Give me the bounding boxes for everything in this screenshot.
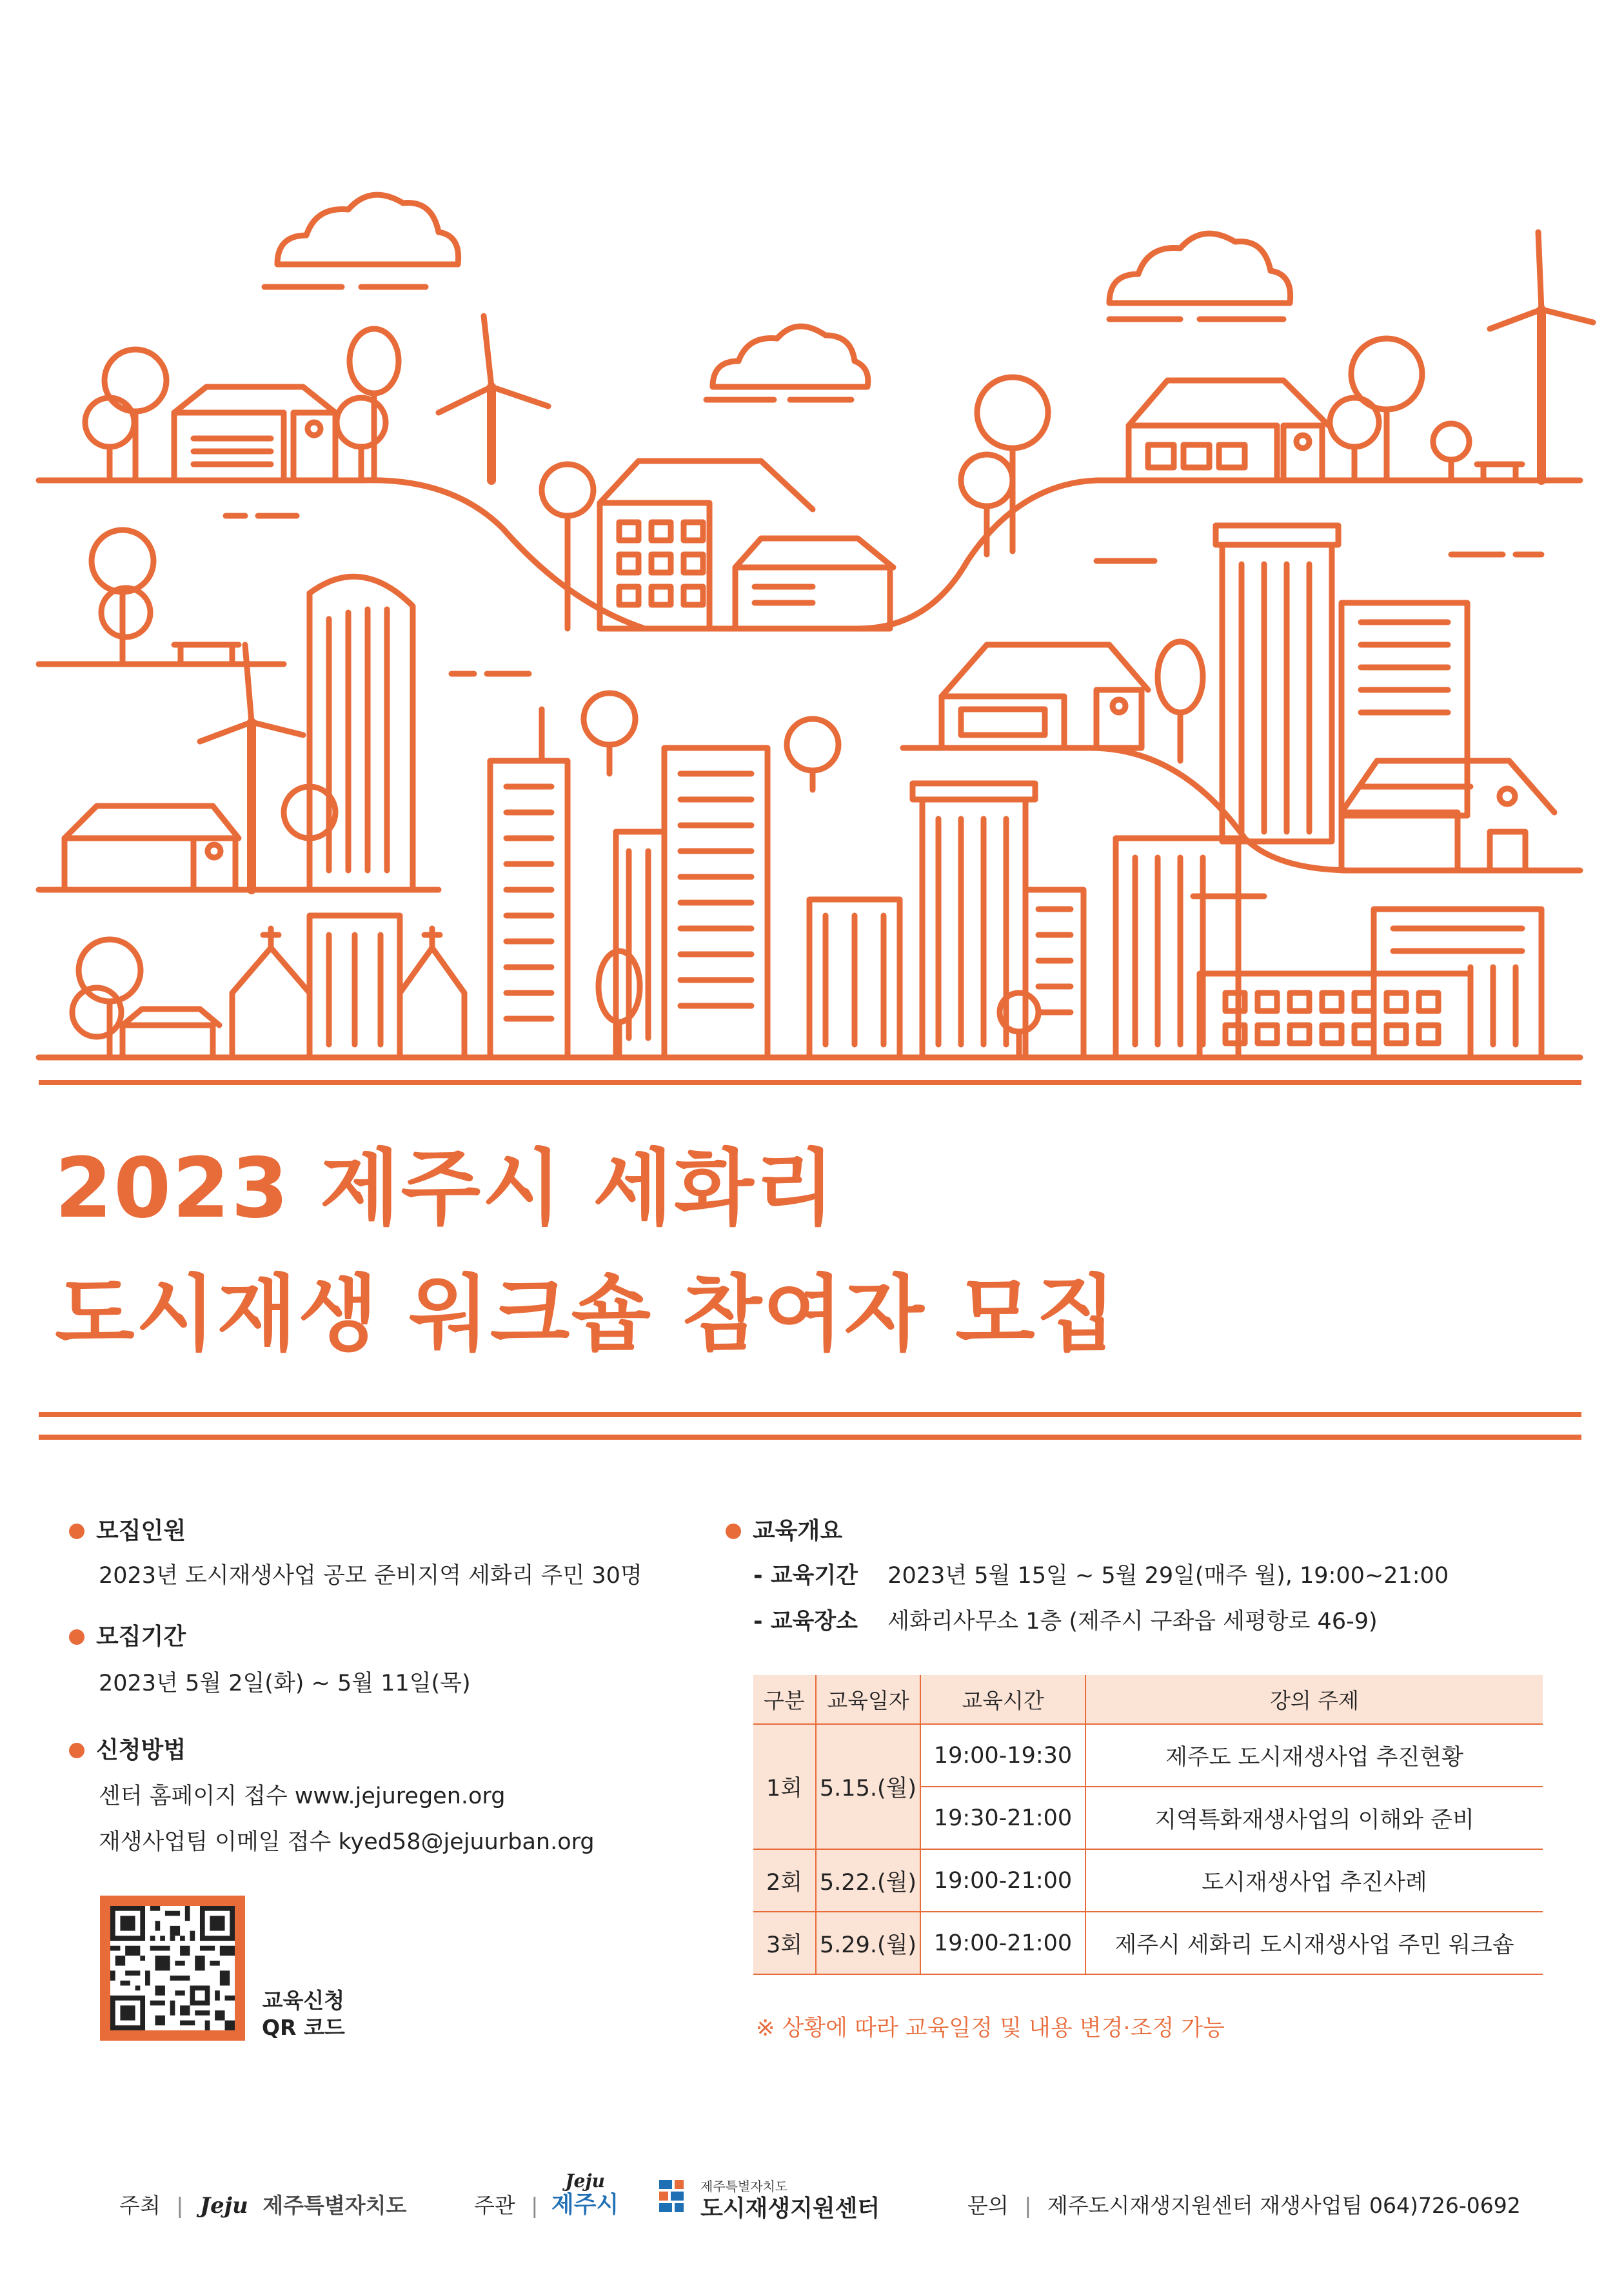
qr-label-line1: 교육신청: [262, 1988, 345, 2013]
row-topic: 도시재생사업 추진사례: [1085, 1849, 1543, 1912]
apply-heading: 신청방법: [69, 1732, 186, 1765]
overview-period-label: - 교육기간: [753, 1563, 858, 1589]
cloud-icon: [706, 326, 868, 400]
jeju-logo-icon: Jeju: [565, 2170, 605, 2192]
org-name: 제주시: [551, 2192, 619, 2218]
contact-label: 문의: [967, 2193, 1009, 2218]
page-title-line2: 도시재생 워크숍 참여자 모집: [55, 1266, 1118, 1362]
col-header-topic: 강의 주제: [1085, 1675, 1543, 1724]
title-divider-2: [39, 1435, 1581, 1440]
overview-place-label: - 교육장소: [753, 1609, 858, 1634]
host-label: 주최: [119, 2193, 161, 2218]
row-date: 5.22.(월): [816, 1849, 920, 1912]
table-row: [753, 1724, 1543, 1787]
table-header-row: [753, 1675, 1543, 1724]
period-heading: 모집기간: [69, 1618, 186, 1651]
row-topic: 지역특화재생사업의 이해와 준비: [1085, 1787, 1543, 1849]
table-row: [753, 1849, 1543, 1912]
title-divider-1: [39, 1412, 1581, 1417]
overview-place-value: 세화리사무소 1층 (제주시 구좌읍 세평항로 46-9): [887, 1609, 1378, 1634]
overview-period: [753, 1558, 1449, 1590]
overview-heading: 교육개요: [726, 1513, 842, 1545]
apply-email[interactable]: 재생사업팀 이메일 접수 kyed58@jejuurban.org: [99, 1829, 595, 1855]
city-illustration: [0, 0, 1624, 1096]
apply-homepage[interactable]: 센터 홈페이지 접수 www.jejuregen.org: [99, 1783, 506, 1809]
period-text: 2023년 5월 2일(화) ~ 5월 11일(목): [99, 1671, 471, 1696]
center-small: 제주특별자치도: [700, 2179, 788, 2194]
bullet-icon: [726, 1524, 741, 1539]
row-time: 19:30-21:00: [920, 1787, 1085, 1849]
org-logo: [551, 2172, 619, 2219]
qr-pattern-icon: [110, 1906, 235, 2030]
bullet-icon: [69, 1743, 84, 1758]
top-divider: [39, 1080, 1581, 1085]
table-row: [753, 1912, 1543, 1974]
row-time: 19:00-21:00: [920, 1849, 1085, 1912]
footer-host: 주최 |: [119, 2193, 184, 2218]
cloud-icon: [1109, 233, 1291, 319]
host-logo: [200, 2189, 406, 2219]
center-logo-icon: [658, 2179, 694, 2215]
row-date: 5.15.(월): [816, 1724, 920, 1849]
qr-code[interactable]: [100, 1896, 245, 2041]
overview-place: [753, 1604, 1378, 1636]
bullet-icon: [69, 1524, 84, 1539]
row-no: 2회: [753, 1849, 816, 1912]
schedule-table: [753, 1675, 1543, 1975]
col-header-date: 교육일자: [816, 1675, 920, 1724]
jeju-logo-icon: Jeju: [200, 2193, 248, 2219]
row-time: 19:00-19:30: [920, 1724, 1085, 1787]
row-date: 5.29.(월): [816, 1912, 920, 1974]
row-topic: 제주시 세화리 도시재생사업 주민 워크숍: [1085, 1912, 1543, 1974]
row-topic: 제주도 도시재생사업 추진현황: [1085, 1724, 1543, 1787]
bullet-icon: [69, 1629, 84, 1645]
org-label: 주관: [474, 2193, 515, 2218]
qr-label-line2: QR 코드: [262, 2015, 345, 2040]
row-no: 3회: [753, 1912, 816, 1974]
col-header-time: 교육시간: [920, 1675, 1085, 1724]
host-name: 제주특별자치도: [262, 2193, 407, 2218]
footer-org: 주관 |: [474, 2193, 539, 2218]
schedule-note: ※ 상황에 따라 교육일정 및 내용 변경·조정 가능: [756, 2016, 1225, 2041]
cloud-icon: [264, 195, 459, 287]
footer-contact: 문의 | 제주도시재생지원센터 재생사업팀 064)726-0692: [967, 2193, 1521, 2218]
overview-period-value: 2023년 5월 15일 ~ 5월 29일(매주 월), 19:00~21:00: [887, 1563, 1449, 1589]
row-no: 1회: [753, 1724, 816, 1849]
page-title-line1: 2023 제주시 세화리: [55, 1141, 837, 1237]
recruit-heading: 모집인원: [69, 1513, 186, 1545]
col-header-no: 구분: [753, 1675, 816, 1724]
center-name: 도시재생지원센터: [700, 2195, 880, 2222]
recruit-text: 2023년 도시재생사업 공모 준비지역 세화리 주민 30명: [99, 1563, 642, 1589]
row-time: 19:00-21:00: [920, 1912, 1085, 1974]
qr-label: [262, 1987, 345, 2041]
contact-text: 제주도시재생지원센터 재생사업팀 064)726-0692: [1047, 2193, 1521, 2218]
